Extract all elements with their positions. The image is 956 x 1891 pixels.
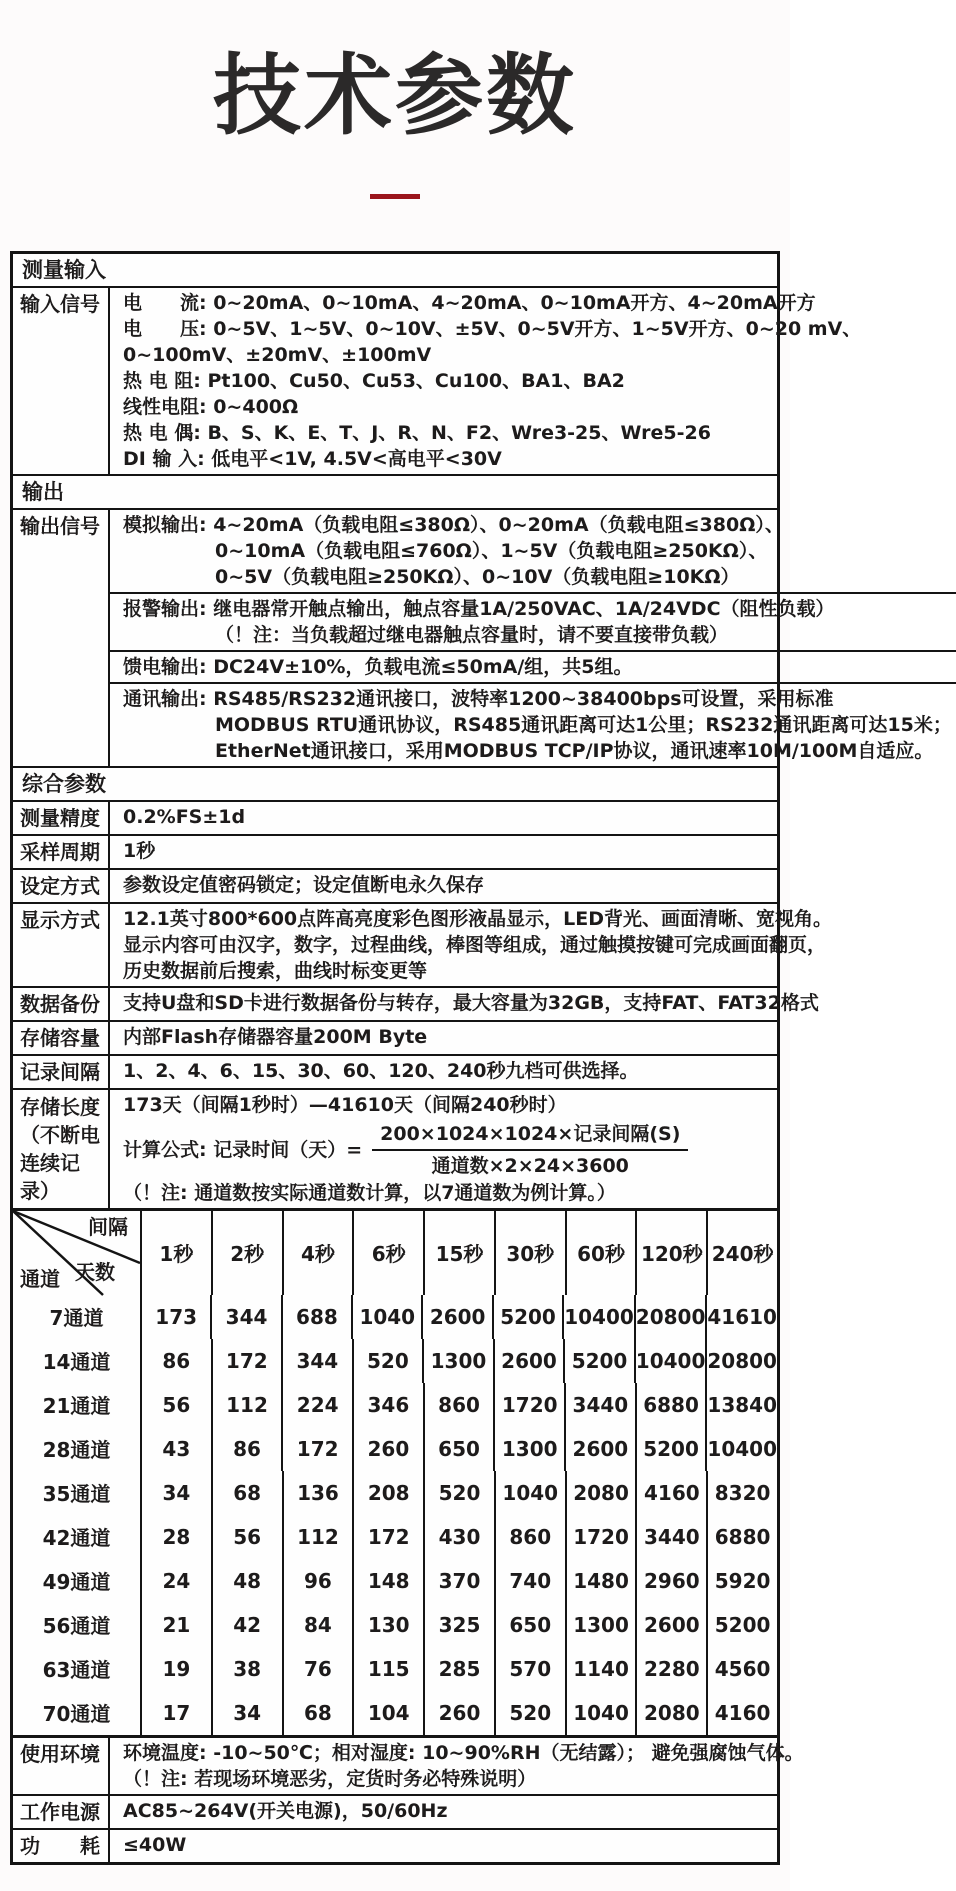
env-row: [13, 1828, 777, 1862]
channel-cell: 10400: [705, 1427, 777, 1471]
spec-label-line: （不断电: [20, 1122, 100, 1147]
title-accent-dash: [370, 194, 420, 199]
channel-cell: 650: [494, 1603, 565, 1647]
spec-line: 电 流: 0~20mA、0~10mA、4~20mA、0~10mA开方、4~20mA开方: [123, 291, 816, 314]
channel-cell: 344: [210, 1295, 280, 1339]
env-row: [13, 1794, 777, 1828]
channel-header-row: [13, 1211, 777, 1295]
spec-row: [13, 868, 777, 902]
channel-header-cell: 15秒: [423, 1211, 494, 1295]
spec-row: [13, 1020, 777, 1054]
channel-cell: 84: [282, 1603, 353, 1647]
spec-row-label: 输入信号: [13, 288, 110, 474]
channel-cell: 2280: [635, 1647, 706, 1691]
spec-line: 电 压: 0~5V、1~5V、0~10V、±5V、0~5V开方、1~5V开方、0~20 mV、: [123, 317, 862, 340]
channel-row-label: 14通道: [42, 1350, 111, 1375]
channel-cell: 4160: [706, 1691, 777, 1735]
spec-row: [13, 1054, 777, 1088]
channel-cell: 5920: [706, 1559, 777, 1603]
channel-row: [13, 1559, 777, 1603]
channel-cell: 6880: [706, 1515, 777, 1559]
channel-cell: 1720: [493, 1383, 564, 1427]
channel-cell: 10400: [562, 1295, 634, 1339]
env-row-label: 工作电源: [13, 1796, 110, 1828]
channel-cell: 5200: [563, 1339, 634, 1383]
env-line: ≤40W: [123, 1833, 187, 1856]
channel-row-label: 21通道: [42, 1394, 111, 1419]
spec-row-content: [110, 288, 865, 474]
channel-cell: 20800: [634, 1295, 706, 1339]
spec-line: DI 输 入: 低电平<1V, 4.5V<高电平<30V: [123, 447, 502, 470]
corner-label-interval: 间隔: [88, 1214, 128, 1239]
channel-header-cell: 1秒: [140, 1211, 211, 1295]
spec-row-content: [110, 1056, 777, 1088]
spec-line: 0~10mA（负载电阻≤760Ω）、1~5V（负载电阻≥250KΩ）、: [215, 539, 768, 562]
section-row: 综合参数: [13, 766, 777, 800]
channel-header-cell: 4秒: [282, 1211, 353, 1295]
channel-row: [13, 1515, 777, 1559]
channel-cell: 68: [282, 1691, 353, 1735]
channel-cell: 68: [211, 1471, 282, 1515]
channel-cell: 3440: [635, 1515, 706, 1559]
channel-cell: 13840: [705, 1383, 777, 1427]
spec-row: [13, 986, 819, 1020]
channel-row: [13, 1603, 777, 1647]
channel-cell: 17: [140, 1691, 211, 1735]
channel-cell: 172: [211, 1339, 282, 1383]
channel-cell: 2960: [635, 1559, 706, 1603]
channel-cell: 1720: [565, 1515, 636, 1559]
channel-cell: 130: [352, 1603, 423, 1647]
fraction-denominator: 通道数×2×24×3600: [431, 1154, 629, 1177]
spec-row-content: [110, 870, 777, 902]
spec-row-content: [110, 802, 777, 834]
spec-line: 通讯输出: RS485/RS232通讯接口，波特率1200~38400bps可设置，采用标准: [123, 687, 834, 710]
storage-note-line: （！注: 通道数按实际通道数计算，以7通道数为例计算。）: [123, 1181, 616, 1204]
channel-cell: 370: [423, 1559, 494, 1603]
channel-row: [13, 1647, 777, 1691]
spec-row-label: [13, 1090, 110, 1208]
channel-row-label: 35通道: [42, 1482, 111, 1507]
spec-label-line: 存储长度: [20, 1094, 100, 1119]
channel-cell: 148: [352, 1559, 423, 1603]
channel-cell: 24: [140, 1559, 211, 1603]
section-row: 输出: [13, 474, 777, 508]
channel-cell: 520: [352, 1339, 423, 1383]
channel-cell: 20800: [705, 1339, 777, 1383]
spec-line: 1秒: [123, 839, 156, 862]
channel-cell: 19: [140, 1647, 211, 1691]
spec-line: 参数设定值密码锁定；设定值断电永久保存: [123, 873, 485, 896]
spec-row-content: [110, 1090, 777, 1208]
channel-cell: 1040: [351, 1295, 421, 1339]
channel-cell: 1040: [565, 1691, 636, 1735]
channel-cell: 860: [423, 1383, 494, 1427]
channel-cell: 172: [352, 1515, 423, 1559]
channel-cell: 115: [352, 1647, 423, 1691]
channel-header-cell: 2秒: [211, 1211, 282, 1295]
corner-cell: [13, 1211, 140, 1295]
channel-cell: 5200: [492, 1295, 562, 1339]
spec-line: 支持U盘和SD卡进行数据备份与转存，最大容量为32GB，支持FAT、FAT32格式: [123, 991, 819, 1014]
corner-label-days: 天数: [75, 1259, 115, 1284]
spec-subrow: [110, 510, 956, 592]
channel-cell: 1040: [494, 1471, 565, 1515]
channel-cell: 260: [423, 1691, 494, 1735]
spec-row: [13, 902, 832, 986]
channel-header-cell: 120秒: [635, 1211, 706, 1295]
env-row: [13, 1738, 804, 1794]
spec-line: 0~5V（负载电阻≥250KΩ）、0~10V（负载电阻≥10KΩ）: [215, 565, 740, 588]
channel-cell: 224: [281, 1383, 352, 1427]
channel-cell: 285: [423, 1647, 494, 1691]
channel-cell: 520: [423, 1471, 494, 1515]
channel-cell: 5200: [635, 1427, 706, 1471]
spec-line: 热 电 偶: B、S、K、E、T、J、R、N、F2、Wre3-25、Wre5-26: [123, 421, 711, 444]
channel-row: [13, 1339, 777, 1383]
spec-row-label: 测量精度: [13, 802, 110, 834]
channel-cell: 34: [140, 1471, 211, 1515]
channel-row: [13, 1471, 777, 1515]
fraction-numerator: 200×1024×1024×记录间隔(S): [372, 1122, 688, 1151]
channel-cell: 325: [423, 1603, 494, 1647]
spec-line: 历史数据前后搜索，曲线时标变更等: [123, 959, 428, 982]
spec-row-content: [110, 988, 823, 1020]
channel-cell: 112: [282, 1515, 353, 1559]
spec-tables-wrapper: [10, 251, 952, 1865]
spec-row: [13, 800, 777, 834]
spec-row-label: 显示方式: [13, 904, 110, 986]
channel-cell: 136: [282, 1471, 353, 1515]
channel-cell: 48: [211, 1559, 282, 1603]
spec-line: 馈电输出: DC24V±10%，负载电流≤50mA/组，共5组。: [123, 655, 633, 678]
channel-cell: 520: [494, 1691, 565, 1735]
environment-table: [13, 1735, 804, 1862]
channel-cell: 86: [211, 1427, 282, 1471]
spec-row-label: 采样周期: [13, 836, 110, 868]
spec-line: MODBUS RTU通讯协议，RS485通讯距离可达1公里；RS232通讯距离可达15米；: [215, 713, 952, 736]
spec-line: 12.1英寸800*600点阵高亮度彩色图形液晶显示，LED背光、画面清晰、宽视角。: [123, 907, 832, 930]
spec-row-label: 存储容量: [13, 1022, 110, 1054]
spec-row-content: [110, 904, 836, 986]
channel-cell: 2080: [565, 1471, 636, 1515]
channel-cell: 2600: [564, 1427, 635, 1471]
spec-row-label: 记录间隔: [13, 1056, 110, 1088]
spec-line: 0~100mV、±20mV、±100mV: [123, 343, 432, 366]
spec-subrow: [110, 592, 956, 650]
channel-cell: 346: [352, 1383, 423, 1427]
channel-header-cell: 60秒: [565, 1211, 636, 1295]
env-line: 环境温度: -10~50℃；相对湿度: 10~90%RH（无结露）； 避免强腐蚀气体。: [123, 1741, 804, 1764]
channel-cell: 2080: [635, 1691, 706, 1735]
spec-line: 报警输出: 继电器常开触点输出，触点容量1A/250VAC、1A/24VDC（阻性负载）: [123, 597, 835, 620]
channel-cell: 1480: [565, 1559, 636, 1603]
page-title: 技术参数: [212, 44, 577, 147]
channel-cell: 344: [281, 1339, 352, 1383]
channel-cell: 56: [140, 1383, 211, 1427]
channel-row-label: 56通道: [42, 1614, 111, 1639]
spec-subrow: [110, 650, 956, 682]
channel-cell: 5200: [706, 1603, 777, 1647]
channel-cell: 76: [282, 1647, 353, 1691]
channel-row-label: 7通道: [49, 1306, 104, 1331]
spec-subrow: [110, 682, 956, 766]
channel-cell: 260: [352, 1427, 423, 1471]
spec-line: 1、2、4、6、15、30、60、120、240秒九档可供选择。: [123, 1059, 639, 1082]
spec-line: EtherNet通讯接口，采用MODBUS TCP/IP协议，通讯速率10M/100M自适应。: [215, 739, 934, 762]
channel-cell: 1140: [565, 1647, 636, 1691]
storage-range-line: 173天（间隔1秒时）—41610天（间隔240秒时）: [123, 1093, 567, 1116]
spec-row-content: [110, 836, 777, 868]
spec-line: （！注：当负载超过继电器触点容量时，请不要直接带负载）: [215, 623, 729, 646]
channel-cell: 41610: [705, 1295, 777, 1339]
storage-formula-line: [123, 1122, 773, 1178]
channel-cell: 6880: [635, 1383, 706, 1427]
spec-row-label: 输出信号: [13, 510, 110, 766]
corner-label-channel: 通道: [20, 1266, 60, 1291]
channel-cell: 28: [140, 1515, 211, 1559]
channel-cell: 38: [211, 1647, 282, 1691]
env-line: AC85~264V(开关电源)，50/60Hz: [123, 1799, 448, 1822]
channel-cell: 430: [423, 1515, 494, 1559]
channel-cell: 3440: [564, 1383, 635, 1427]
channel-cell: 86: [140, 1339, 211, 1383]
channel-cell: 104: [352, 1691, 423, 1735]
channel-row: [13, 1691, 777, 1735]
env-row-content: [110, 1738, 808, 1794]
spec-label-line: 连续记录）: [20, 1150, 80, 1203]
spec-row: [13, 508, 952, 766]
channel-cell: 208: [352, 1471, 423, 1515]
channel-cell: 2600: [421, 1295, 491, 1339]
channel-cell: 4560: [706, 1647, 777, 1691]
channel-row-label: 70通道: [42, 1702, 111, 1727]
channel-cell: 173: [140, 1295, 210, 1339]
channel-cell: 10400: [634, 1339, 706, 1383]
env-row-content: [110, 1796, 777, 1828]
spec-row-content: [110, 1022, 777, 1054]
channel-cell: 42: [211, 1603, 282, 1647]
spec-line: 模拟输出: 4~20mA（负载电阻≤380Ω）、0~20mA（负载电阻≤380Ω）、: [123, 513, 784, 536]
channel-row-label: 63通道: [42, 1658, 111, 1683]
channel-row: [13, 1295, 777, 1339]
channel-header-cell: 6秒: [352, 1211, 423, 1295]
channel-cell: 96: [282, 1559, 353, 1603]
spec-line: 内部Flash存储器容量200M Byte: [123, 1025, 428, 1048]
channel-row: [13, 1383, 777, 1427]
channel-cell: 688: [281, 1295, 351, 1339]
channel-cell: 56: [211, 1515, 282, 1559]
channel-cell: 172: [281, 1427, 352, 1471]
channel-cell: 650: [423, 1427, 494, 1471]
spec-row-label: 设定方式: [13, 870, 110, 902]
channel-cell: 2600: [493, 1339, 564, 1383]
channel-cell: 8320: [706, 1471, 777, 1515]
spec-line: 显示内容可由汉字，数字，过程曲线，棒图等组成，通过触摸按键可完成画面翻页，: [123, 933, 827, 956]
env-line: （！注: 若现场环境恶劣，定货时务必特殊说明）: [123, 1767, 537, 1790]
channel-cell: 570: [494, 1647, 565, 1691]
channel-cell: 2600: [635, 1603, 706, 1647]
channel-row-label: 49通道: [42, 1570, 111, 1595]
channel-row: [13, 1427, 777, 1471]
channel-cell: 112: [211, 1383, 282, 1427]
channel-cell: 4160: [635, 1471, 706, 1515]
doc-header: [0, 0, 790, 199]
channel-cell: 43: [140, 1427, 211, 1471]
channel-cell: 860: [494, 1515, 565, 1559]
spec-row-label: 数据备份: [13, 988, 110, 1020]
channel-cell: 1300: [422, 1339, 493, 1383]
spec-table: [13, 254, 952, 1208]
storage-length-row: [13, 1088, 777, 1208]
env-row-label: 功 耗: [13, 1830, 110, 1862]
channel-days-table: [13, 1208, 777, 1735]
spec-row: [13, 834, 777, 868]
channel-cell: 1300: [565, 1603, 636, 1647]
env-row-label: 使用环境: [13, 1738, 110, 1794]
section-row: 测量输入: [22, 257, 106, 282]
channel-header-cell: 240秒: [706, 1211, 777, 1295]
spec-line: 线性电阻: 0~400Ω: [123, 395, 299, 418]
channel-cell: 34: [211, 1691, 282, 1735]
formula-fraction: [372, 1122, 688, 1178]
channel-row-label: 42通道: [42, 1526, 111, 1551]
channel-cell: 740: [494, 1559, 565, 1603]
spec-row-content: [110, 510, 956, 766]
env-row-content: [110, 1830, 777, 1862]
spec-line: 0.2%FS±1d: [123, 805, 246, 828]
channel-row-label: 28通道: [42, 1438, 111, 1463]
channel-header-cell: 30秒: [494, 1211, 565, 1295]
formula-prefix: 计算公式: 记录时间（天）=: [123, 1138, 363, 1161]
spec-line: 热 电 阻: Pt100、Cu50、Cu53、Cu100、BA1、BA2: [123, 369, 625, 392]
spec-row: [13, 286, 862, 474]
channel-cell: 1300: [493, 1427, 564, 1471]
channel-cell: 21: [140, 1603, 211, 1647]
